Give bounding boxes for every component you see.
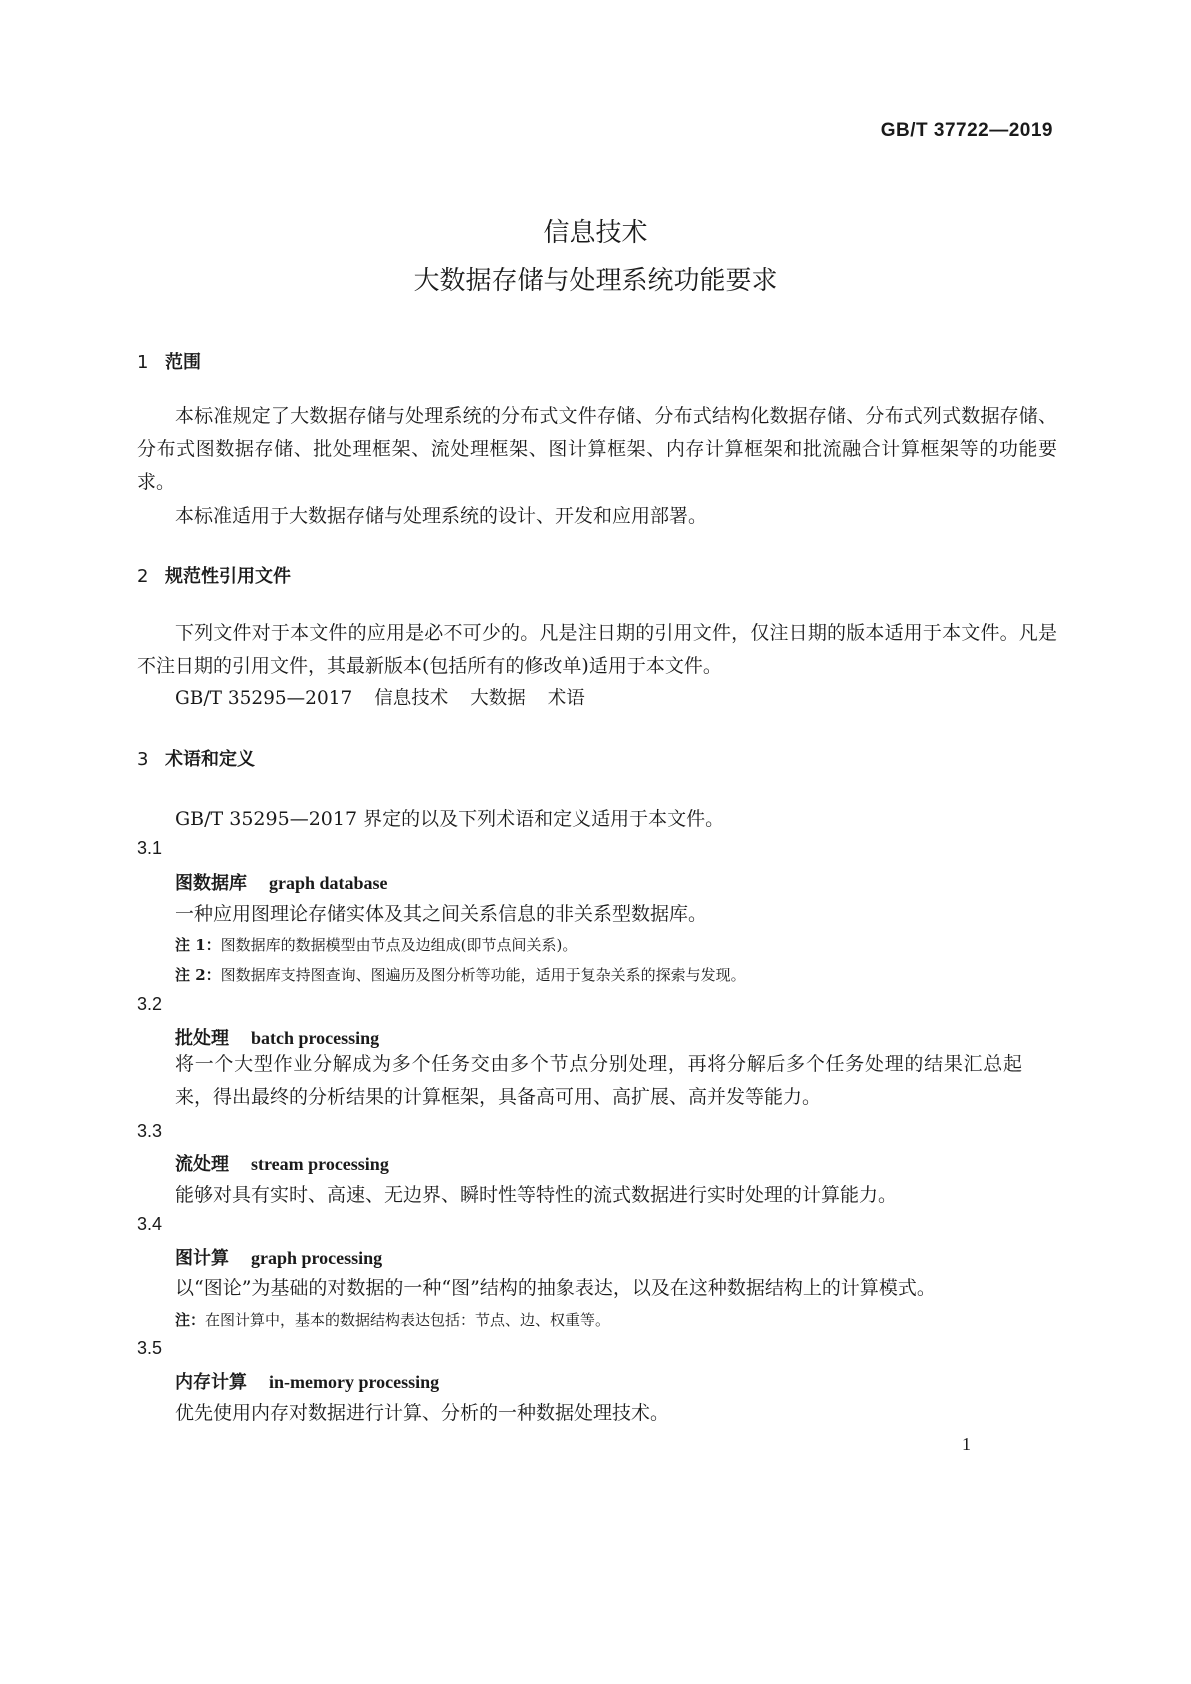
note-text: 图数据库支持图查询、图遍历及图分析等功能，适用于复杂关系的探索与发现。: [220, 966, 746, 984]
page-number: 1: [962, 1434, 971, 1454]
term-name-en: graph database: [269, 873, 388, 893]
term-name: [175, 1244, 382, 1270]
term-name-en: stream processing: [251, 1154, 389, 1174]
document-title-line2: 大数据存储与处理系统功能要求: [413, 266, 778, 296]
section-2-paragraph: 下列文件对于本文件的应用是必不可少的。凡是注日期的引用文件，仅注日期的版本适用于本文件。凡是不注日期的引用文件，其最新版本(包括所有的修改单)适用于本文件。: [137, 622, 1057, 677]
reference-title-part: 信息技术: [374, 688, 449, 709]
section-title: 规范性引用文件: [165, 566, 291, 587]
section-title: 术语和定义: [165, 749, 255, 770]
note-label: 注 1：: [175, 936, 221, 954]
term-name: [175, 1368, 439, 1394]
section-3-intro: GB/T 35295—2017 界定的以及下列术语和定义适用于本文件。: [175, 808, 725, 830]
term-name-zh: 图数据库: [175, 873, 247, 894]
section-number: 2: [137, 566, 149, 587]
term-definition: 能够对具有实时、高速、无边界、瞬时性等特性的流式数据进行实时处理的计算能力。: [175, 1184, 898, 1206]
term-number: 3.4: [137, 1214, 163, 1234]
section-title: 范围: [165, 352, 201, 373]
term-note: [175, 1309, 610, 1330]
section-2-heading: [137, 562, 291, 588]
term-name-en: batch processing: [251, 1028, 380, 1048]
term-note: [175, 934, 577, 955]
standard-number: GB/T 37722—2019: [880, 120, 1053, 141]
term-definition: 一种应用图理论存储实体及其之间关系信息的非关系型数据库。: [175, 903, 708, 925]
term-name-en: in-memory processing: [269, 1372, 440, 1392]
term-name-zh: 流处理: [175, 1154, 229, 1175]
term-name: [175, 1024, 379, 1050]
note-text: 在图计算中，基本的数据结构表达包括：节点、边、权重等。: [205, 1311, 611, 1329]
section-1-heading: [137, 348, 201, 374]
term-definition: 以“图论”为基础的对数据的一种“图”结构的抽象表达，以及在这种数据结构上的计算模式。: [175, 1277, 936, 1299]
term-name: [175, 1150, 389, 1176]
term-number: 3.3: [137, 1121, 163, 1141]
note-label: 注：: [175, 1311, 206, 1329]
note-label: 注 2：: [175, 966, 221, 984]
term-number: 3.5: [137, 1338, 163, 1358]
term-note: [175, 964, 746, 985]
section-number: 1: [137, 352, 149, 373]
term-definition-text: 将一个大型作业分解成为多个任务交由多个节点分别处理，再将分解后多个任务处理的结果汇总起来，得出最终的分析结果的计算框架，具备高可用、高扩展、高并发等能力。: [175, 1053, 1022, 1108]
section-1-paragraph-2: 本标准适用于大数据存储与处理系统的设计、开发和应用部署。: [175, 505, 708, 527]
section-1-paragraph-1: 本标准规定了大数据存储与处理系统的分布式文件存储、分布式结构化数据存储、分布式列式数据存储、分布式图数据存储、批处理框架、流处理框架、图计算框架、内存计算框架和批流融合计算框架等的功能要求。: [137, 405, 1057, 493]
term-definition: [137, 1048, 1022, 1114]
note-text: 图数据库的数据模型由节点及边组成(即节点间关系)。: [220, 936, 578, 954]
section-3-heading: [137, 745, 255, 771]
term-definition: 优先使用内存对数据进行计算、分析的一种数据处理技术。: [175, 1402, 670, 1424]
reference-code: GB/T 35295—2017: [175, 688, 353, 709]
normative-reference: [175, 684, 607, 710]
term-number: 3.2: [137, 994, 163, 1014]
term-name-en: graph processing: [251, 1248, 383, 1268]
document-title-line1: 信息技术: [543, 218, 648, 248]
term-name-zh: 批处理: [175, 1028, 229, 1049]
term-number: 3.1: [137, 838, 163, 858]
term-name: [175, 869, 388, 895]
term-name-zh: 内存计算: [175, 1372, 247, 1393]
section-number: 3: [137, 749, 149, 770]
term-name-zh: 图计算: [175, 1248, 229, 1269]
reference-title-part: 术语: [547, 688, 585, 709]
reference-title-part: 大数据: [470, 688, 526, 709]
